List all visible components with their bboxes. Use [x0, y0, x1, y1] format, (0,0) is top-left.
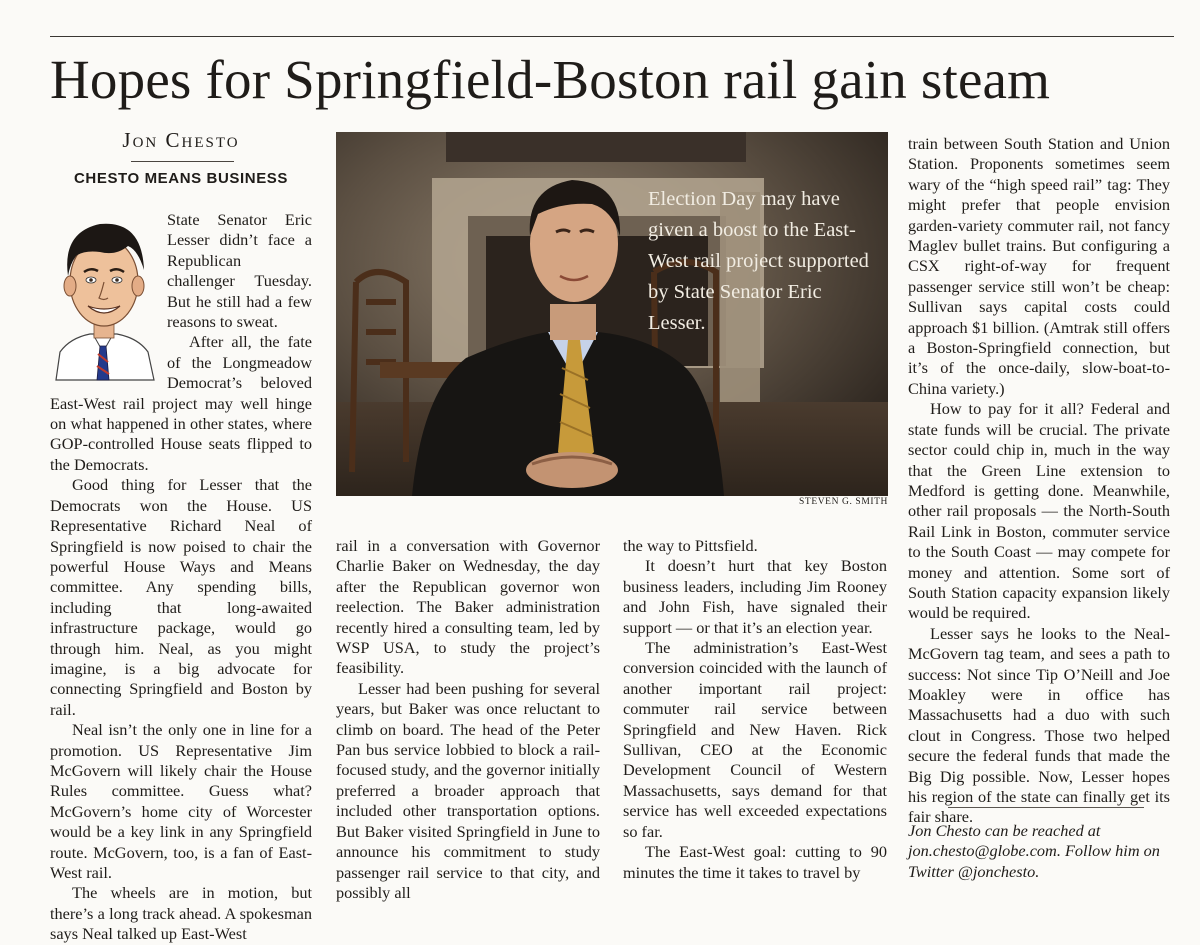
paragraph: The East-West goal: cutting to 90 minutes the time it takes to travel by: [623, 842, 887, 882]
top-rule: [50, 36, 1174, 37]
paragraph: Neal isn’t the only one in line for a promotion. US Representative Jim McGovern will likely chair the House Rules committee. Guess what? McGovern’s home city of Worcester would be a key link in any Springfield route. McGovern, too, is a fan of East-West rail.: [50, 720, 312, 882]
article-column-3: [623, 536, 887, 886]
headline: Hopes for Springfield-Boston rail gain steam: [50, 49, 1051, 110]
columnist-avatar: [50, 212, 157, 380]
article-column-2: [336, 536, 600, 902]
column-label: CHESTO MEANS BUSINESS: [73, 170, 289, 187]
photo-caption: Election Day may have given a boost to the East-West rail project supported by State Senator Eric Lesser.: [648, 188, 869, 334]
author-tagline: Jon Chesto can be reached at jon.chesto@globe.com. Follow him on Twitter @jonchesto.: [908, 821, 1160, 881]
paragraph: the way to Pittsfield.: [623, 536, 758, 555]
paragraph: State Senator Eric Lesser didn’t face a Republican challenger Tuesday. But he still had a few reasons to sweat.: [167, 210, 312, 332]
paragraph: It doesn’t hurt that key Boston business leaders, including Jim Rooney and John Fish, have signaled their support — or that it’s an election year.: [623, 556, 887, 637]
paragraph: How to pay for it all? Federal and state funds will be crucial. The private sector could chip in, much in the way that the Green Line extension to Medford is getting done. Meanwhile, other rail proposals — the North-South Rail Link in Boston, commuter service to the South Coast — may compete for money and attention. Some sort of South Station capacity expansion likely would be required.: [908, 399, 1170, 623]
photo-credit: STEVEN G. SMITH: [799, 497, 888, 507]
paragraph: The administration’s East-West conversion coincided with the launch of another important rail project: commuter rail service between Springfield and New Haven. Rick Sullivan, CEO at the Economic Development Council of Western Massachusetts, says demand for that service has well exceeded expectations so far.: [623, 638, 887, 841]
paragraph: Good thing for Lesser that the Democrats won the House. US Representative Richard Neal of Springfield is now poised to chair the powerful House Ways and Means committee. Any spending bills, including that long-awaited infrastructure package, would go through him. Neal, as you might imagine, is a big advocate for connecting Springfield and Boston by rail.: [50, 475, 312, 719]
paragraph: Lesser says he looks to the Neal-McGovern tag team, and sees a path to success: Not since Tip O’Neill and Joe Moakley were in office has Massachusetts had a duo with such clout in Congress. Those two helped secure the federal funds that made the Big Dig possible. Now, Lesser hopes his region of the state can finally get its fair share.: [908, 623, 1170, 827]
article-column-4: [908, 134, 1170, 827]
paragraph: train between South Station and Union Station. Proponents sometimes seem wary of the “high speed rail” tag: They might prefer that people envision garden-variety commuter rail, not fancy Maglev bullet trains. But configuring a CSX right-of-way for frequent passenger service still won’t be cheap: Sullivan says capital costs could approach $1 billion. (Amtrak still offers a Boston-Springfield connection, but it’s of the once-daily, slow-boat-to-China variety.): [908, 134, 1170, 398]
byline-divider: [131, 161, 234, 162]
byline: Jon Chesto: [122, 128, 240, 152]
paragraph: Lesser had been pushing for several years, but Baker was once reluctant to climb on board. The head of the Peter Pan bus service lobbied to block a rail-focused study, and the governor initially preferred a broader approach that included other transportation options. But Baker visited Springfield in June to announce his commitment to study passenger rail service to that city, and possibly all: [336, 678, 600, 902]
paragraph: rail in a conversation with Governor Charlie Baker on Wednesday, the day after the Republican governor won reelection. The Baker administration recently hired a consulting team, led by WSP USA, to study the project’s feasibility.: [336, 536, 600, 678]
paragraph: The wheels are in motion, but there’s a long track ahead. A spokesman says Neal talked up East-West: [50, 883, 312, 944]
article-column-1: [50, 210, 312, 944]
end-rule: [948, 807, 1144, 808]
paragraph: After all, the fate of the Longmeadow Democrat’s beloved East-West rail project may well hinge on what happened in other states, where GOP-controlled House seats flipped to the Democrats.: [50, 332, 312, 474]
